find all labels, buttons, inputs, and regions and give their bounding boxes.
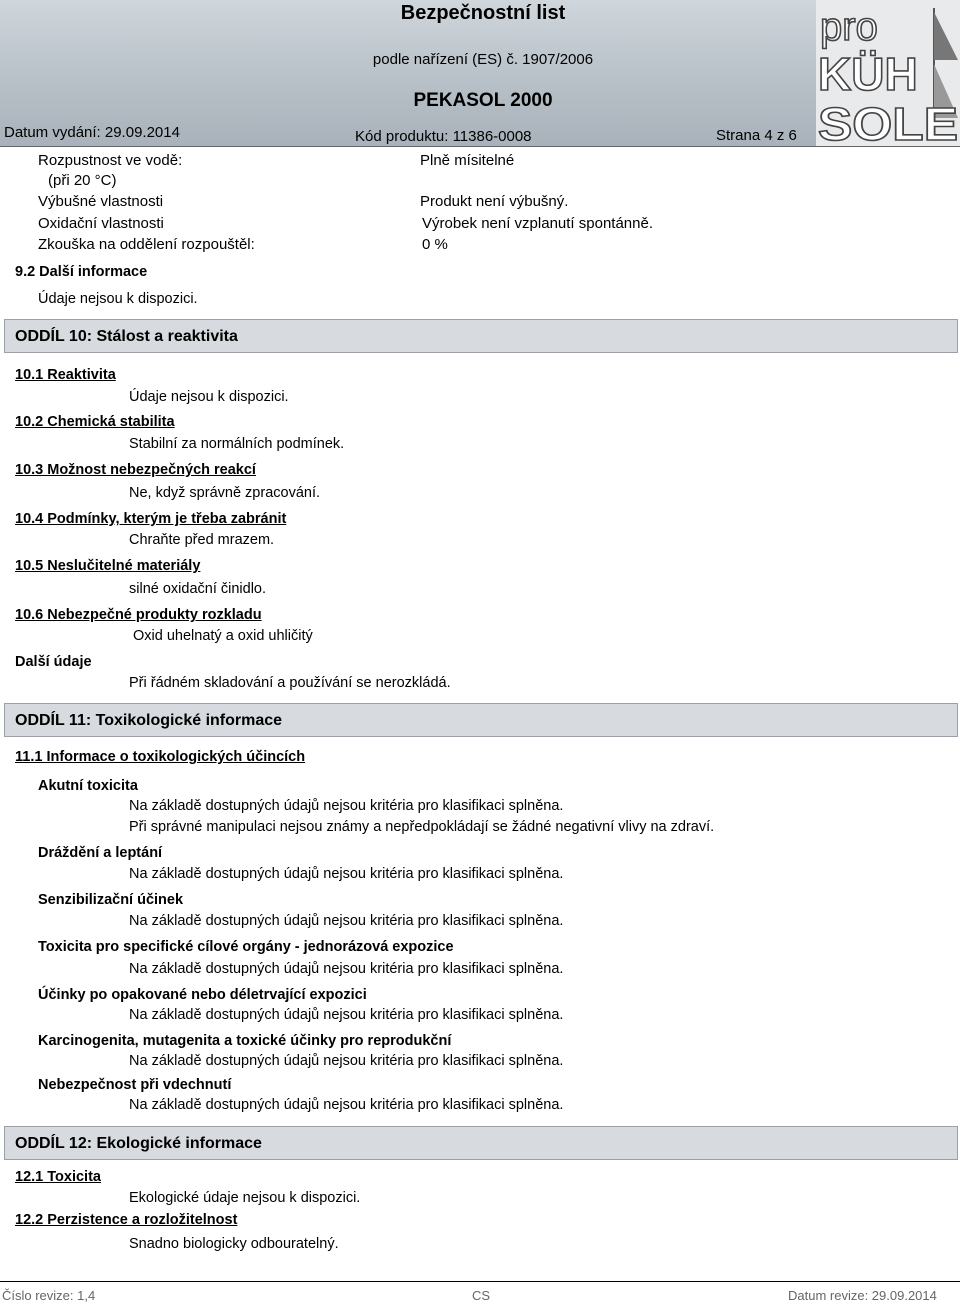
section-12-band bbox=[4, 1126, 958, 1160]
language-code: CS bbox=[472, 1288, 491, 1303]
logo-text-pro: pro bbox=[820, 5, 878, 49]
prop-label: Oxidační vlastnosti bbox=[38, 215, 164, 232]
product-code: Kód produktu: 11386-0008 bbox=[355, 128, 532, 145]
tox-text: Na základě dostupných údajů nejsou kritéria pro klasifikaci splněna. bbox=[129, 961, 564, 977]
tox-heading: Nebezpečnost při vdechnutí bbox=[38, 1077, 232, 1093]
section-heading: ODDÍL 11: Toxikologické informace bbox=[15, 712, 283, 729]
tox-text: Na základě dostupných údajů nejsou kritéria pro klasifikaci splněna. bbox=[129, 798, 564, 814]
tox-heading: Dráždění a leptání bbox=[38, 845, 163, 861]
prop-value: Výrobek není vzplanutí spontánně. bbox=[422, 215, 653, 232]
subsection-heading: Další údaje bbox=[15, 654, 92, 670]
subsection-heading: 12.1 Toxicita bbox=[15, 1169, 101, 1185]
subsection-heading: 10.5 Neslučitelné materiály bbox=[15, 558, 201, 574]
subsection-heading: 10.2 Chemická stabilita bbox=[15, 414, 175, 430]
subsection-heading: 10.1 Reaktivita bbox=[15, 367, 116, 383]
tox-text: Na základě dostupných údajů nejsou kritéria pro klasifikaci splněna. bbox=[129, 866, 564, 882]
page-number: Strana 4 z 6 bbox=[716, 127, 797, 144]
subsection-text: Při řádném skladování a používání se nerozkládá. bbox=[129, 675, 451, 691]
tox-text: Na základě dostupných údajů nejsou kritéria pro klasifikaci splněna. bbox=[129, 913, 564, 929]
subsection-heading: 11.1 Informace o toxikologických účincích bbox=[15, 749, 306, 765]
subsection-heading: 10.3 Možnost nebezpečných reakcí bbox=[15, 462, 256, 478]
prop-value: 0 % bbox=[422, 236, 448, 253]
prop-label: (při 20 °C) bbox=[48, 172, 117, 189]
section-heading: ODDÍL 10: Stálost a reaktivita bbox=[15, 328, 238, 345]
prokuhlsole-logo-icon bbox=[816, 0, 960, 146]
tox-heading: Toxicita pro specifické cílové orgány - jednorázová expozice bbox=[38, 939, 454, 955]
logo-text-kuh: KÜH bbox=[818, 48, 918, 100]
section-heading: ODDÍL 12: Ekologické informace bbox=[15, 1135, 262, 1152]
issue-date: Datum vydání: 29.09.2014 bbox=[4, 124, 180, 141]
prop-value: Produkt není výbušný. bbox=[420, 193, 569, 210]
subsection-text: Ne, když správně zpracování. bbox=[129, 485, 321, 501]
subsection-text: silné oxidační činidlo. bbox=[129, 581, 267, 597]
subsection-text: Oxid uhelnatý a oxid uhličitý bbox=[133, 628, 313, 644]
section-11-band bbox=[4, 703, 958, 737]
subsection-text: Údaje nejsou k dispozici. bbox=[38, 291, 198, 307]
footer-divider bbox=[0, 1281, 960, 1282]
tox-text: Na základě dostupných údajů nejsou kritéria pro klasifikaci splněna. bbox=[129, 1097, 564, 1113]
prop-value: Plně mísitelné bbox=[420, 152, 515, 169]
tox-text: Na základě dostupných údajů nejsou kritéria pro klasifikaci splněna. bbox=[129, 1007, 564, 1023]
tox-text: Při správné manipulaci nejsou známy a nepředpokládají se žádné negativní vlivy na zdraví. bbox=[129, 819, 715, 835]
subsection-heading: 9.2 Další informace bbox=[15, 264, 148, 280]
subsection-heading: 12.2 Perzistence a rozložitelnost bbox=[15, 1212, 238, 1228]
logo-text-sole: SOLE bbox=[818, 98, 958, 146]
subsection-text: Údaje nejsou k dispozici. bbox=[129, 389, 289, 405]
tox-heading: Senzibilizační účinek bbox=[38, 892, 184, 908]
tox-heading: Akutní toxicita bbox=[38, 778, 138, 794]
subsection-text: Stabilní za normálních podmínek. bbox=[129, 436, 345, 452]
subsection-text: Snadno biologicky odbouratelný. bbox=[129, 1236, 339, 1252]
subsection-heading: 10.4 Podmínky, kterým je třeba zabránit bbox=[15, 511, 287, 527]
revision-date: Datum revize: 29.09.2014 bbox=[788, 1288, 937, 1303]
tox-heading: Karcinogenita, mutagenita a toxické účinky pro reprodukční bbox=[38, 1033, 452, 1049]
prop-label: Rozpustnost ve vodě: bbox=[38, 152, 183, 169]
prop-label: Výbušné vlastnosti bbox=[38, 193, 164, 210]
tox-heading: Účinky po opakované nebo déletrvající expozici bbox=[38, 987, 367, 1003]
revision-number: Číslo revize: 1,4 bbox=[2, 1288, 96, 1303]
document-title: Bezpečnostní list bbox=[400, 2, 566, 24]
product-name: PEKASOL 2000 bbox=[413, 90, 553, 111]
document-subtitle: podle nařízení (ES) č. 1907/2006 bbox=[372, 51, 594, 68]
subsection-text: Chraňte před mrazem. bbox=[129, 532, 275, 548]
subsection-text: Ekologické údaje nejsou k dispozici. bbox=[129, 1190, 361, 1206]
subsection-heading: 10.6 Nebezpečné produkty rozkladu bbox=[15, 607, 262, 623]
prop-label: Zkouška na oddělení rozpouštěl: bbox=[38, 236, 255, 253]
header-divider bbox=[0, 146, 960, 147]
tox-text: Na základě dostupných údajů nejsou kritéria pro klasifikaci splněna. bbox=[129, 1053, 564, 1069]
section-10-band bbox=[4, 319, 958, 353]
